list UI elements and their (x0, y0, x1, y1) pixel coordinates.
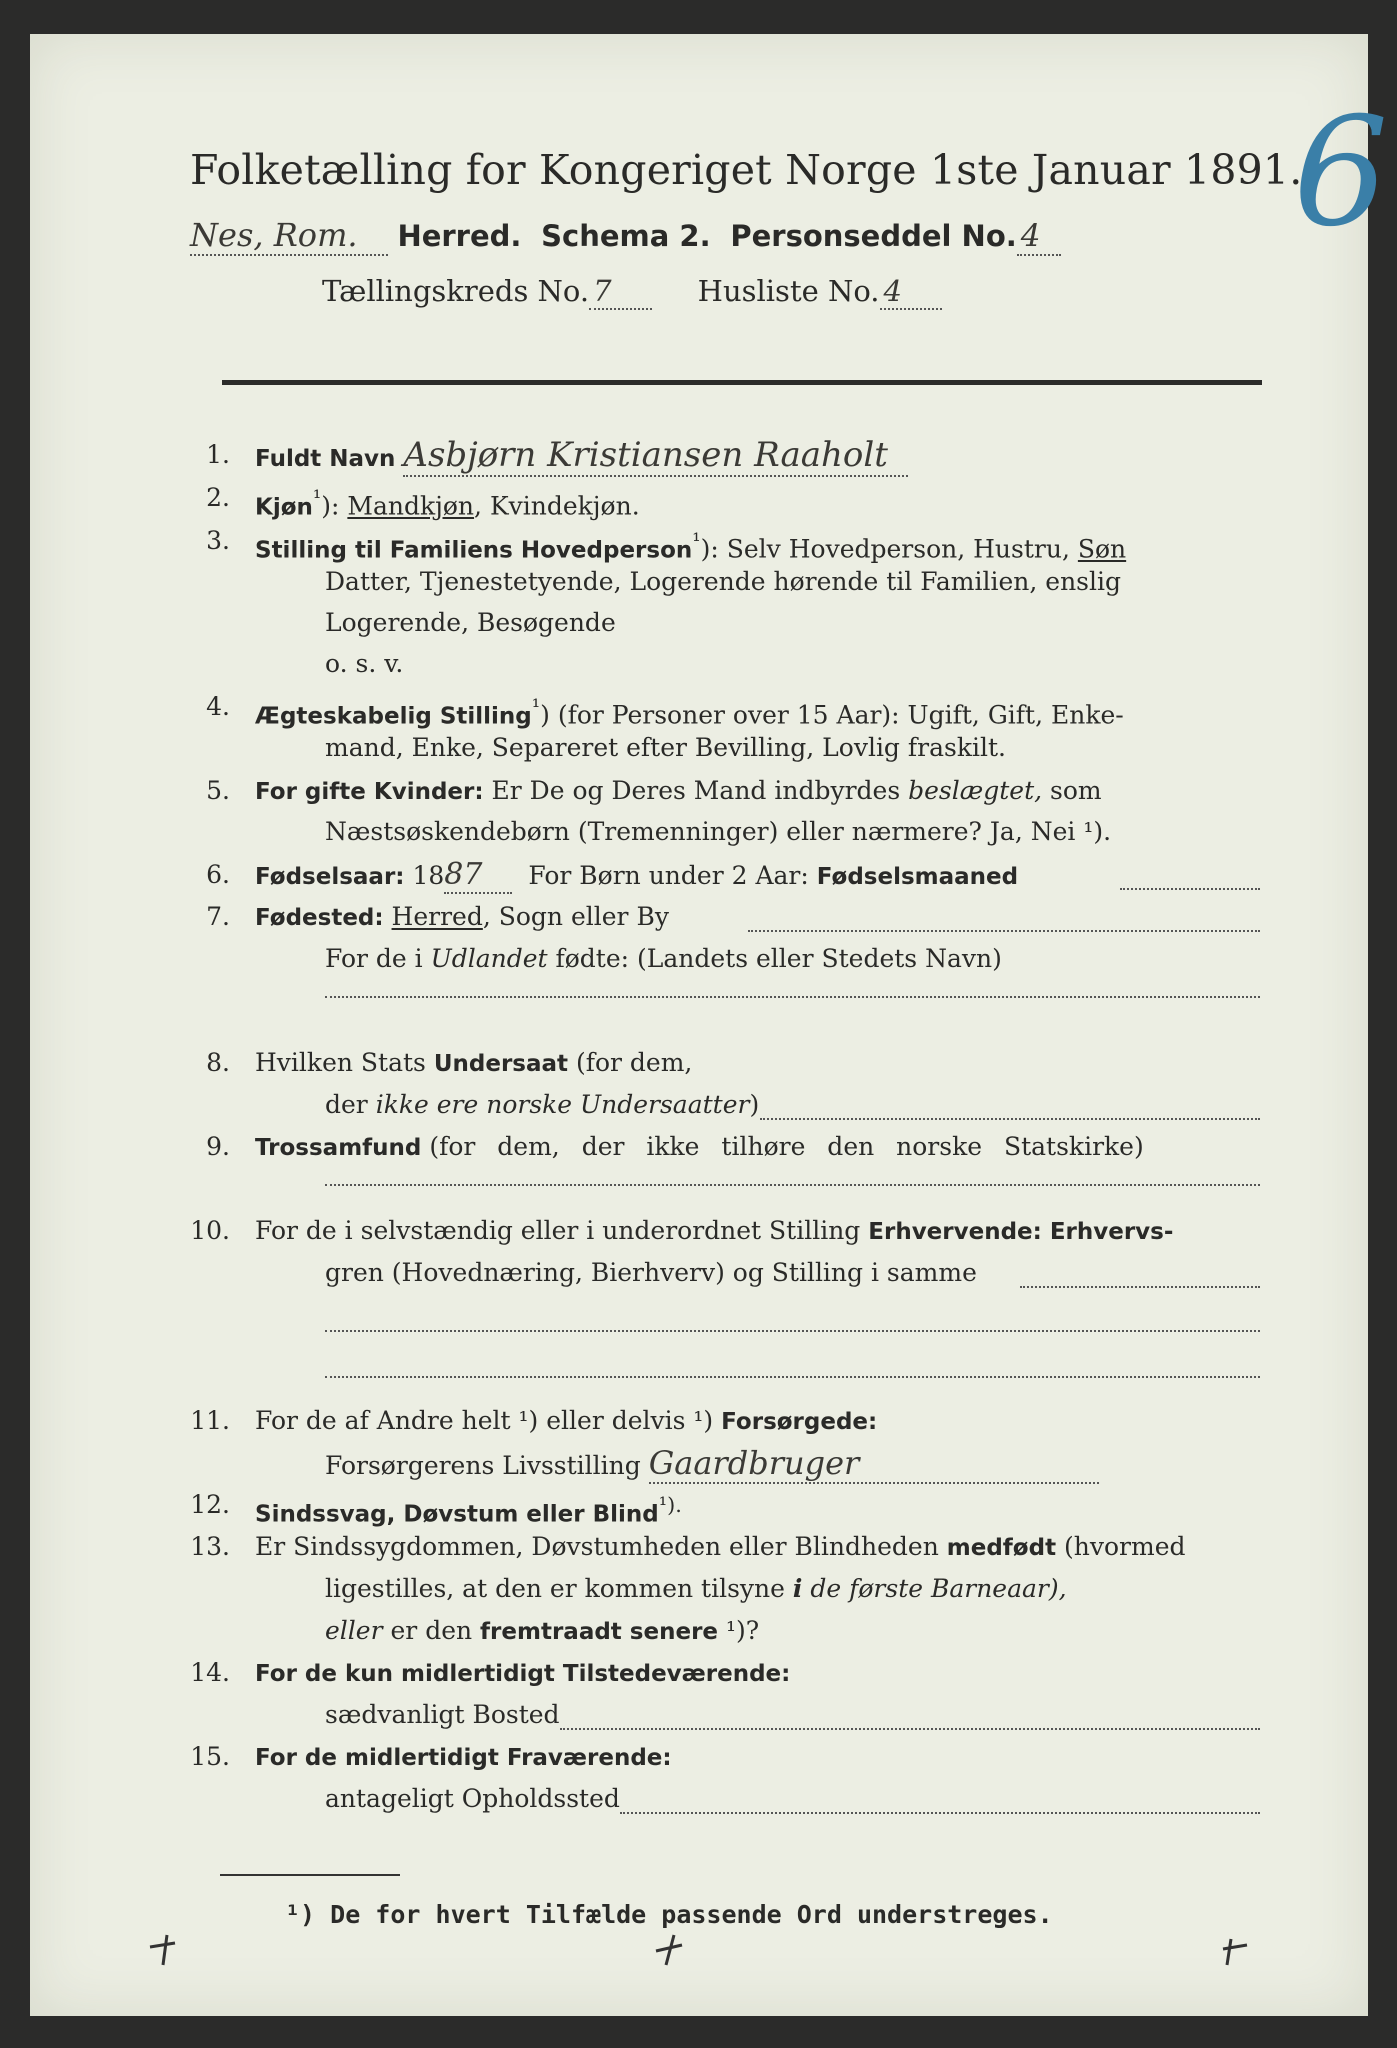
q5-text: Er De og Deres Mand indbyrdes (491, 776, 901, 805)
q3-label: Stilling til Familiens Hovedperson (255, 537, 693, 564)
q11-line-2-label: Forsørgerens Livsstilling (325, 1451, 641, 1480)
q14-line-2: sædvanligt Bosted (325, 1700, 560, 1729)
q11-text: For de af Andre helt ¹) eller delvis ¹) (255, 1406, 714, 1435)
q10-text: For de i selvstændig eller i underordnet Stilling (255, 1216, 861, 1245)
q12-sup: ¹). (658, 1493, 682, 1517)
q7-dotted-line (748, 930, 1260, 932)
item-number: 11. (190, 1406, 230, 1435)
registration-mark (1215, 1929, 1255, 1969)
footnote-rule (220, 1874, 400, 1876)
q1-value: Asbjørn Kristiansen Raaholt (403, 435, 908, 477)
q13-line-2 (325, 1572, 1067, 1606)
q3-line-4: o. s. v. (325, 649, 404, 678)
personseddel-value: 4 (1017, 218, 1061, 256)
q6-value: 87 (444, 857, 512, 894)
q15-label: For de midlertidigt Fraværende: (255, 1745, 672, 1771)
q3-row (255, 524, 1126, 567)
registration-mark (650, 1929, 690, 1969)
q7-text: , Sogn eller By (482, 902, 669, 931)
q5-text-end: som (1050, 776, 1102, 805)
q10-dotted-line-2 (325, 1330, 1260, 1332)
q14-label: For de kun midlertidigt Tilstedeværende: (255, 1661, 791, 1687)
item-number: 8. (206, 1048, 230, 1077)
header-line-2 (322, 274, 942, 308)
form-title: Folketælling for Kongeriget Norge 1ste Januar 1891. (190, 146, 1303, 194)
q7-row (255, 900, 669, 935)
q5-label: For gifte Kvinder: (255, 779, 484, 805)
q12-label: Sindssvag, Døvstum eller Blind (255, 1501, 659, 1528)
item-number: 15. (190, 1742, 230, 1771)
q7-udlandet: Udlandet (430, 944, 548, 973)
q11-row (255, 1404, 877, 1439)
q2-label: Kjøn (255, 494, 313, 521)
registration-mark (145, 1929, 185, 1969)
item-number: 7. (206, 902, 230, 931)
q11-value: Gaardbruger (649, 1444, 1100, 1484)
q14-row (255, 1656, 790, 1691)
q15-line-2: antageligt Opholdssted (325, 1784, 620, 1813)
q4-row (255, 690, 1124, 733)
item-number: 3. (206, 526, 230, 555)
q5-line-2: Næstsøskendebørn (Tremenninger) eller nærmere? Ja, Nei ¹). (325, 817, 1112, 846)
item-number: 14. (190, 1658, 230, 1687)
item-number: 2. (206, 483, 230, 512)
item-number: 10. (190, 1216, 230, 1245)
item-number: 1. (206, 440, 230, 469)
q8-text: Hvilken Stats (255, 1048, 426, 1077)
q8-dotted-line (760, 1118, 1260, 1120)
q7-line-2 (325, 942, 1002, 976)
q10-dotted-line (1020, 1286, 1260, 1288)
q9-label: Trossamfund (255, 1135, 422, 1161)
husliste-label: Husliste No. (697, 274, 880, 308)
q3-selected-option: Søn (1077, 534, 1127, 564)
q3-line-2: Datter, Tjenestetyende, Logerende hørende til Familien, enslig (325, 567, 1122, 596)
personseddel-label: Personseddel No. (730, 219, 1017, 253)
q13-fremtraadt: fremtraadt senere (480, 1619, 719, 1645)
q13-line-3 (325, 1614, 759, 1649)
item-number: 4. (206, 692, 230, 721)
q10-label: Erhvervende: (868, 1219, 1042, 1245)
q9-text: (for dem, der ikke tilhøre den norske Statskirke) (429, 1132, 1144, 1161)
schema-label: Schema 2. (541, 219, 711, 253)
q15-dotted-line (620, 1812, 1260, 1814)
taellingskreds-value: 7 (589, 274, 651, 310)
herred-label: Herred. (397, 219, 522, 253)
q7-line-2b: fødte: (Landets eller Stedets Navn) (555, 944, 1002, 973)
q15-row (255, 1740, 672, 1775)
q2-sup: ¹ (312, 486, 322, 510)
q10-row (255, 1214, 1173, 1249)
q2-selected-option: Mandkjøn (347, 491, 475, 521)
q6-dotted-line (1120, 888, 1260, 890)
q4-sup: ¹ (531, 695, 541, 719)
q4-line-2: mand, Enke, Separeret efter Bevilling, Lovlig fraskilt. (325, 733, 1006, 762)
item-number: 9. (206, 1132, 230, 1161)
q8-line-2b: ikke ere norske Undersaatter (375, 1090, 750, 1119)
q1-label: Fuldt Navn (255, 446, 396, 472)
q10-dotted-line-3 (325, 1376, 1260, 1378)
q13-medfodt: medfødt (946, 1535, 1057, 1561)
item-number: 6. (206, 860, 230, 889)
q13-text: Er Sindssygdommen, Døvstumheden eller Blindheden (255, 1532, 939, 1561)
q8-text-end: (for dem, (575, 1048, 693, 1077)
q8-line-2a: der (325, 1090, 368, 1119)
q9-row (255, 1130, 1144, 1165)
q7-dotted-line-2 (325, 996, 1260, 998)
q14-dotted-line (560, 1728, 1260, 1730)
q6-prefix: 18 (412, 861, 445, 890)
q2-rest: , Kvindekjøn. (474, 491, 640, 521)
q3-text: ): Selv Hovedperson, Hustru, (700, 534, 1070, 564)
item-number: 12. (190, 1490, 230, 1519)
q5-row (255, 774, 1102, 809)
q12-row (255, 1488, 682, 1531)
q6-row (255, 858, 1018, 894)
census-form-sheet (30, 34, 1389, 2016)
husliste-value: 4 (880, 274, 942, 310)
q13-forste: de første Barneaar), (810, 1574, 1067, 1603)
q3-sup: ¹ (692, 529, 701, 553)
header-line-1 (190, 216, 1061, 254)
herred-value: Nes, Rom. (190, 216, 388, 256)
q13-text-end: (hvormed (1064, 1532, 1186, 1561)
q8-line-2: der ikke ere norske Undersaatter) (325, 1090, 760, 1119)
q7-label: Fødested: (255, 905, 384, 931)
q7-line-2a: For de i (325, 944, 423, 973)
footnote: ¹) De for hvert Tilfælde passende Ord understreges. (285, 1900, 1053, 1929)
q7-selected-option: Herred (391, 902, 483, 931)
q6-text: For Børn under 2 Aar: (528, 861, 809, 890)
q13-end: ¹)? (725, 1616, 760, 1645)
q2-row: Kjøn$^{^1}$): Mandkjøn, Kvindekjøn. (255, 486, 640, 521)
q10-line-2: gren (Hovednæring, Bierhverv) og Stilling i samme (325, 1258, 977, 1287)
item-number: 5. (206, 776, 230, 805)
q1-row (255, 435, 908, 476)
q13-row (255, 1530, 1186, 1565)
q8-label: Undersaat (433, 1051, 569, 1077)
q13-eller: eller (325, 1616, 383, 1645)
q13-line-3-text: er den (390, 1616, 473, 1645)
q9-dotted-line (325, 1184, 1260, 1186)
q11-line-2 (325, 1446, 1099, 1483)
q10-text-end: Erhvervs- (1049, 1219, 1174, 1245)
q4-label: Ægteskabelig Stilling (255, 703, 532, 730)
q3-line-3: Logerende, Besøgende (325, 608, 616, 637)
svg-text:6: 6 (1293, 86, 1389, 260)
header-rule (222, 380, 1262, 385)
q11-label: Forsørgede: (721, 1409, 878, 1435)
q8-row (255, 1046, 692, 1081)
q13-i: i (792, 1574, 803, 1603)
q5-italic: beslægtet, (908, 776, 1043, 805)
q6-label: Fødselsaar: (255, 864, 405, 890)
item-number: 13. (190, 1532, 230, 1561)
q6-month-label: Fødselsmaaned (816, 864, 1019, 890)
q13-line-2a: ligestilles, at den er kommen tilsyne (325, 1574, 785, 1603)
q4-text: ) (for Personer over 15 Aar): Ugift, Gift, Enke- (540, 700, 1124, 730)
taellingskreds-label: Tællingskreds No. (322, 274, 590, 308)
